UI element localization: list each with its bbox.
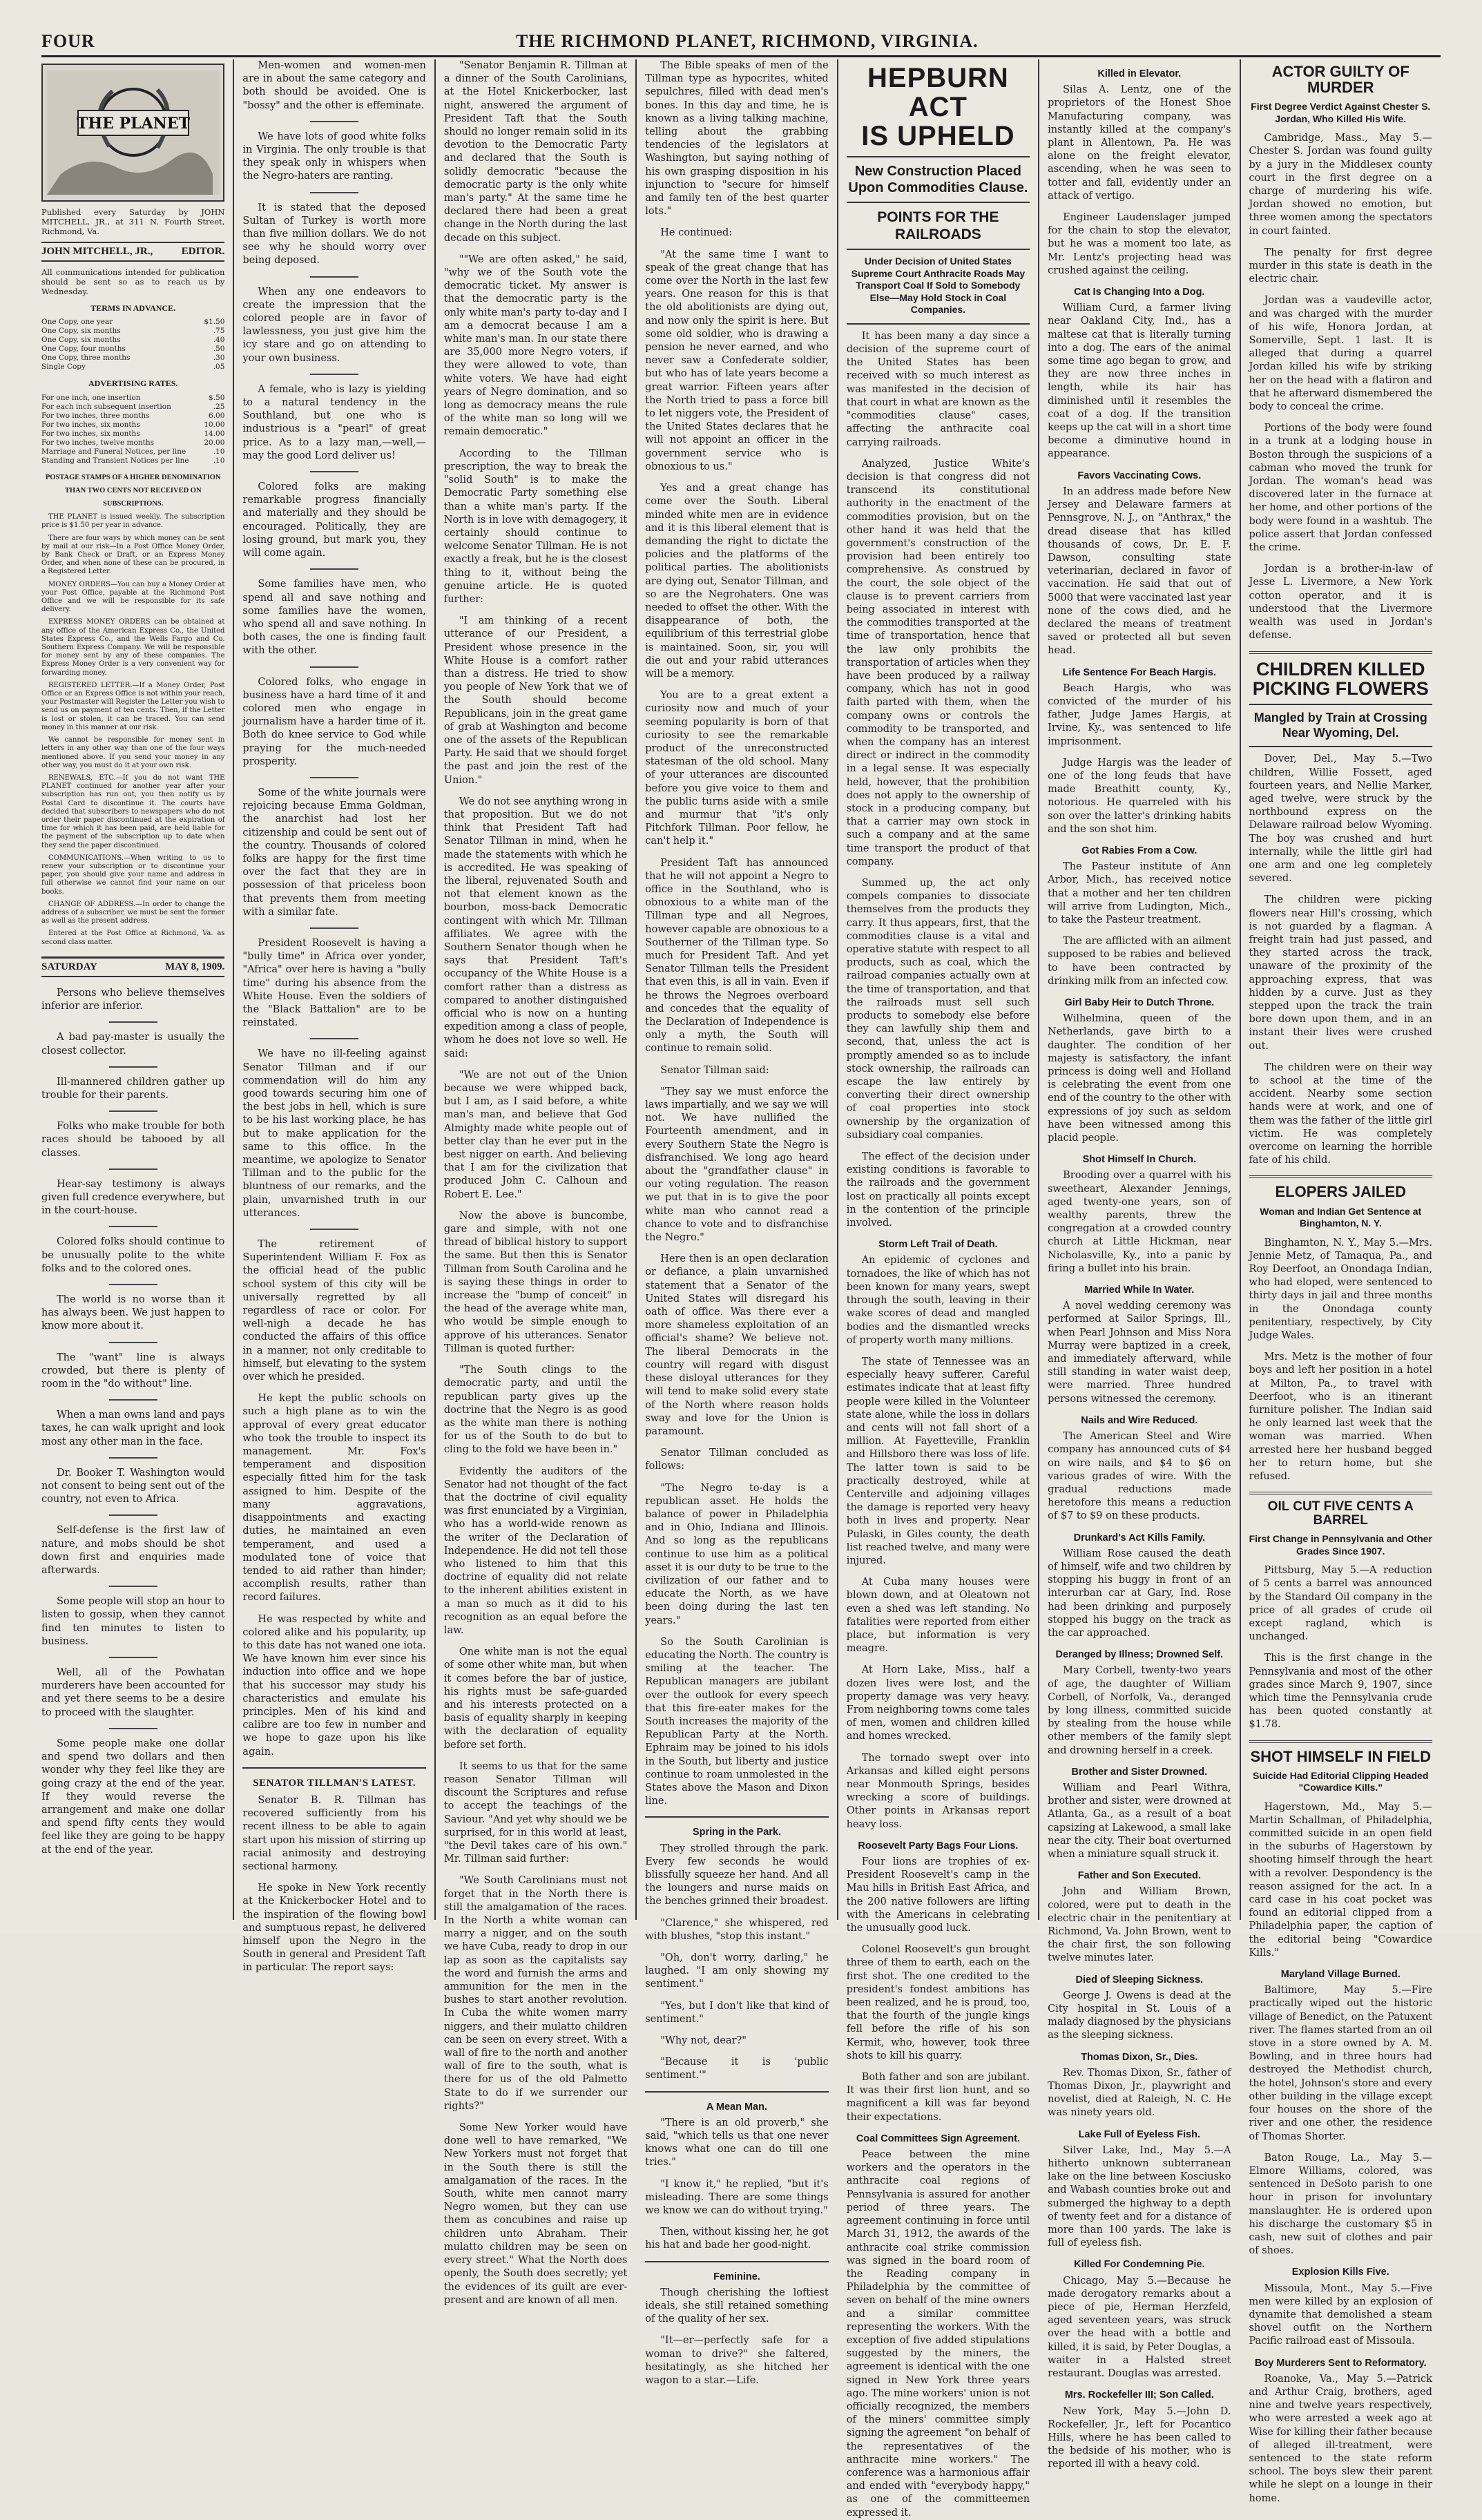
article-paragraph: You are to a great extent a curiosity now and much of your seeming popularity is born of that curiosity to see the remarkable product of the unreconstructed statesman of the old school. Many of your utterances are discounted before you give voice to them and the public turns aside with a smile and murmur that "it's only Pitchfork Tillman. Poor fellow, he can't help it."	[645, 690, 829, 847]
column-4	[635, 59, 836, 2387]
table-row: One Copy, four months .50	[41, 345, 225, 354]
section-heading: Brother and Sister Drowned.	[1071, 1766, 1208, 1778]
section-heading: Boy Murderers Sent to Reformatory.	[1254, 2357, 1427, 2369]
editorial-paragraph: Hear-say testimony is always given full credence everywhere, but in the court-house.	[41, 1178, 225, 1217]
shot-deck: Suicide Had Editorial Clipping Headed "Cowardice Kills."	[1253, 1769, 1429, 1793]
anecdote-paragraph: They strolled through the park. Every few seconds he would blissfully squeeze her hand. And all the loungers and nurse maids on the benches grinned their broadest.	[645, 1843, 829, 1907]
section-text: New York, May 5.—John D. Rockefeller, Jr., left for Pocantico Hills, where he has been called to the bedside of his mother, who is reported ill with a heavy cold.	[1048, 2405, 1231, 2470]
anecdote-paragraph: Though cherishing the loftiest ideals, she still retained something of the quality of her sex.	[645, 2287, 829, 2325]
section-heading: Died of Sleeping Sickness.	[1075, 1974, 1204, 1985]
section-text: Peace between the mine workers and the operators in the anthracite coal regions of Pennsylvania is assured for another period of three years. The agreement continuing in force until March 31, 1912, the awards of the anthracite coal strike commission was signed in the board room of the Reading company in Philadelphia by the committee of seven on behalf of the mine owners and a similar committee representing the workers. With the exception of five added stipulations suggested by the miners, the agreement is identical with the one signed in New York three years ago. The mine workers' union is not officially recognized, the members of the miners' committee simply signing the agreement "on behalf of the representatives of the anthracite mine workers." The conference was a harmonious affair and ended with "everybody happy," as one of the committeemen expressed it.	[846, 2149, 1030, 2519]
section-text: At Horn Lake, Miss., half a dozen lives were lost, and the property damage was very heavy. From neighboring towns come tales of men, women and children killed and homes wrecked.	[846, 1664, 1030, 1742]
children-deck: Mangled by Train at Crossing Near Wyoming, Del.	[1253, 711, 1427, 740]
column-6	[1038, 59, 1239, 2470]
column-3	[434, 59, 635, 2306]
column-7	[1240, 59, 1441, 2504]
section-text: A novel wedding ceremony was performed at Sailor Springs, Ill., when Pearl Johnson and Miss Nora Murray were baptized in a creek, and immediately afterward, while still standing in water waist deep, were married. Three hundred persons witnessed the ceremony.	[1048, 1300, 1231, 1405]
section-heading: Mrs. Rockefeller III; Son Called.	[1064, 2389, 1214, 2401]
entered-notice: Entered at the Post Office at Richmond, Va. as second class matter.	[41, 930, 225, 946]
feminine-heading: Feminine.	[713, 2271, 760, 2282]
column-2	[233, 59, 434, 1974]
article-paragraph: Senator Tillman concluded as follows:	[645, 1447, 829, 1472]
article-paragraph: Senator Tillman said:	[660, 1064, 769, 1076]
article-paragraph: Jordan is a brother-in-law of Jesse L. Livermore, a New York cotton operator, and it is understood that the Livermore wealth was used in Jordan's defense.	[1249, 564, 1432, 642]
children-headline	[1249, 660, 1432, 699]
decision-deck: Under Decision of United States Supreme Court Anthracite Roads May Transport Coal If Sold to Somebody Else—May Hold Stock in Coal Companies.	[851, 256, 1026, 316]
editor-line	[41, 242, 224, 262]
article-paragraph: So the South Carolinian is educating the North. The country is smiling at the teacher. The Republican managers are jubilant over the outlook for every speech that this fire-eater makes for the South increases the majority of the Republican Party at the North. Ephraim may be joined to his idols in the South, but liberty and justice continue to roam unmolested in the States above the Mason and Dixon line.	[645, 1636, 829, 1807]
article-paragraph: Summed up, the act only compels companies to dissociate themselves from the products they carry. It thus appears, first, that the commodities clause is a vital and operative statute with respect to all products, such as coal, which the railroad companies actually own at the time of transportation, and that the railroads must sell such products to somebody else before they can lawfully ship them and second, that, unless the act is promptly amended so as to include stock ownership, the railroads can escape the law entirely by converting their direct ownership of coal properties into stock ownership by the organization of subsidiary coal companies.	[846, 878, 1030, 1141]
table-row: For two inches, three months 6.00	[41, 411, 225, 420]
section-text: Chicago, May 5.—Because he made derogatory remarks about a piece of pie, Herman Herzfeld, aged seventeen years, was struck over the head with a bottle and killed, it is said, by Peter Douglas, a waiter in a Halsted street restaurant. Douglas was arrested.	[1048, 2275, 1231, 2380]
article-paragraph: "I am thinking of a recent utterance of our President, a President whose presence in the White House is a comfort rather than a distress. He tried to show you people of New York that we of the South should become Republicans, join in the great game of grab at Washington and become one of the assets of the Republican Party. He said that we should forget the past and join the rest of the Union."	[443, 615, 628, 786]
article-paragraph: Here then is an open declaration or defiance, a plain unvarnished statement that a Senator of the United States will disregard his oath of office. Was there ever a more shameless exploitation of an official's shame? We believe not. The liberal Democrats in the country will regard with disgust these disloyal utterances for they will tend to make solid every state of the North where reason holds sway and love for the Union is paramount.	[645, 1253, 829, 1437]
article-paragraph: He continued:	[660, 227, 733, 239]
editor-label: EDITOR.	[181, 246, 225, 257]
anecdote-paragraph: "Why not, dear?"	[660, 2035, 747, 2047]
headline-line: PICKING FLOWERS	[1252, 677, 1429, 699]
headline-line: HEPBURN ACT	[867, 63, 1009, 122]
editorial-paragraph: Self-defense is the first law of nature, and mobs should be shot down first and enquiries made afterwards.	[41, 1525, 225, 1577]
article-paragraph: ""We are often asked," he said, "why we of the South vote the democratic ticket. My answer is that the democratic party is the only white man's party to-day and I am a democrat because I am a white man's man. In our state there are 35,000 more Negro voters, if they were allowed to vote, than white voters. We have had eight years of Negro domination, and so long as democracy means the rule of the white man so long will we remain democratic."	[443, 253, 628, 438]
headline-line: CHILDREN KILLED	[1255, 658, 1425, 680]
section-text: The Pasteur institute of Ann Arbor, Mich., has received notice that a mother and her ten children will arrive from Ludington, Mich., to take the Pasteur treatment.	[1048, 861, 1231, 925]
section-heading: Maryland Village Burned.	[1280, 1969, 1401, 1981]
ad-rates-heading: ADVERTISING RATES.	[88, 378, 178, 389]
section-text: The American Steel and Wire company has announced cuts of $4 on wire nails, and $4 to $6 on various grades of wire. With the gradual reductions made heretofore this means a reduction of $7 to $9 on these products.	[1048, 1431, 1231, 1522]
section-text: Judge Hargis was the leader of one of the long feuds that have made Breathitt county, Ky., notorious. He quarreled with his son over the latter's drinking habits and the son shot him.	[1048, 757, 1231, 835]
section-text: William and Pearl Withra, brother and sister, were drowned at Atlanta, Ga., as a result of a boat capsizing at Lakewood, a small lake near the city. Their boat overturned when a miniature squall struck it.	[1048, 1782, 1231, 1860]
notice: REGISTERED LETTER.—If a Money Order, Post Office or an Express Office is not within your reach, your Postmaster will Register the Letter you wish to send us on payment of ten cents. Then, if the Letter is lost or stolen, it can be traced. You can send money in this manner at our risk.	[41, 681, 225, 731]
table-row: Single Copy .05	[41, 363, 225, 372]
section-text: William Rose caused the death of himself, wife and two children by stopping his buggy in front of an interurban car at Gary, Ind. Rose had been drinking and purposely stopped his buggy on the track as the car approached.	[1048, 1548, 1231, 1639]
anecdote-paragraph: "It—er—perfectly safe for a woman to drive?" she faltered, hesitatingly, as she hitched her wagon to a star.—Life.	[645, 2335, 829, 2387]
section-text: In an address made before New Jersey and Delaware farmers at Pennsgrove, N. J., on "Anthrax," the dread disease that has killed thousands of cows, Dr. E. F. Dawson, consulting state veterinarian, declared in favor of vaccination. He said that out of 5000 that were vaccinated last year none of the cows died, and he declared the means of treatment saved or protected all but seven head.	[1048, 485, 1231, 657]
section-text: Rev. Thomas Dixon, Sr., father of Thomas Dixon, Jr., playwright and novelist, died at Raleigh, N. C. He was ninety years old.	[1048, 2067, 1231, 2119]
columns	[41, 59, 1441, 2519]
section-text: The are afflicted with an ailment supposed to be rabies and believed to have been contracted by drinking milk from an infected cow.	[1048, 936, 1231, 987]
section-text: An epidemic of cyclones and tornadoes, the like of which has not been known for many years, swept through the south, leaving in their wake scores of dead and mangled bodies and the dismantled wrecks of property worth many millions.	[846, 1255, 1030, 1346]
editorial-paragraph: A female, who is lazy is yielding to a natural tendency in the Southland, but one who is industrious is a "pearl" of great price. As to a lazy man,—well,—may the good Lord deliver us!	[242, 383, 426, 461]
article-paragraph: The children were on their way to school at the time of the accident. Nearby some section hands were at work, and one of them was the father of the little girl victim. He was completely overcome on learning the horrible fate of his child.	[1249, 1061, 1432, 1166]
section-heading: Father and Son Executed.	[1077, 1870, 1201, 1882]
park-heading: Spring in the Park.	[692, 1827, 782, 1838]
article-paragraph: Yes and a great change has come over the South. Liberal minded white men are in evidence and it is this liberal element that is demanding the right to dictate the policies and the platforms of the political parties. The abolitionists are dying out, Senator Tillman, and so are the Negrohaters. One was needed to offset the other. With the disappearance of both, the equilibrium of this terrestrial globe is maintained. Soon, sir, you will die out and your rabid utterances will be a memory.	[645, 483, 829, 680]
anecdote-paragraph: "I know it," he replied, "but it's misleading. There are some things we know we can do without trying."	[645, 2178, 829, 2217]
editorial-paragraphs	[41, 987, 224, 1857]
article-paragraph: The children were picking flowers near Hill's crossing, which is not guarded by a flagman. A freight train had just passed, and they started across the track, unaware of the proximity of the approaching express, that was hidden by a curve. Just as they stepped upon the track the train bore down upon them, and in an instant their lives were crushed out.	[1249, 894, 1432, 1052]
anecdote-paragraph: "Because it is 'public sentiment.'"	[645, 2057, 829, 2081]
article-paragraph: "They say we must enforce the laws impartially, and we say we will not. We have nullified the Fourteenth amendment, and in every Southern State the Negro is disfranchised. We long ago heard about the "grandfather clause" in our voting regulation. The reason we put that in is to give the poor white man who cannot read a chance to vote and to disfranchise the Negro."	[645, 1086, 829, 1244]
correspondence-note: All communications intended for publication should be sent so as to reach us by Wednesday.	[41, 267, 225, 297]
anecdote-paragraph: "There is an old proverb," she said, "which tells us that one never knows what one can do till one tries."	[645, 2117, 829, 2168]
table-row: One Copy, three months .30	[41, 354, 225, 363]
editorial-paragraph: Colored folks, who engage in business have a hard time of it and colored men who engage in journalism have a harder time of it. Both do knee service to God while praying for the much-needed prosperity.	[242, 676, 426, 767]
editorial-paragraph: Ill-mannered children gather up trouble for their parents.	[41, 1076, 225, 1101]
article-paragraph: "Senator Benjamin R. Tillman at a dinner of the South Carolinians, at the Hotel Knickerbocker, last night, answered the argument of President Taft that the South should no longer remain solid in its devotion to the Democratic Party and declared that the South is solidly democratic "because the democratic party is the only white man's party." At the same time he declared there had been a great change in the North during the last decade on this subject.	[443, 60, 628, 244]
column-5	[837, 59, 1038, 2519]
publisher-info: Published every Saturday by JOHN MITCHELL, JR., at 311 N. Fourth Street, Richmond, Va.	[41, 207, 225, 236]
article-paragraph: Cambridge, Mass., May 5.—Chester S. Jordan was found guilty by a jury in the Middlesex county court in the first degree on a charge of murdering his wife. Jordan showed no emotion, but three women among the spectators in court fainted.	[1249, 133, 1432, 237]
elopers-headline: ELOPERS JAILED	[1275, 1183, 1406, 1201]
subscription-notices	[41, 513, 224, 947]
section-text: Mary Corbell, twenty-two years of age, the daughter of William Corbell, of Norfolk, Va., deranged by long illness, committed suicide by stealing from the house while other members of the family slept and drowning herself in a creek.	[1048, 1665, 1231, 1756]
section-text: Wilhelmina, queen of the Netherlands, gave birth to a daughter. The condition of her majesty is satisfactory, the infant princess is doing well and Holland is celebrating the event from one end of the country to the other with expressions of joy such as seldom have been witnessed among this placid people.	[1048, 1013, 1231, 1144]
editorial-paragraph: Folks who make trouble for both races should be tabooed by all classes.	[41, 1121, 225, 1159]
article-paragraph: Jordan was a vaudeville actor, and was charged with the murder of his wife, Honora Jordan, at Somerville, Sept. 1 last. It is alleged that during a quarrel Jordan killed his wife by striking her on the head with a flatiron and that he afterward dismembered the body to conceal the crime.	[1249, 295, 1432, 413]
railroads-deck: POINTS FOR THE RAILROADS	[877, 209, 999, 243]
article-paragraph: According to the Tillman prescription, the way to break the "solid South" is to make the Democratic Party something else than a white man's party. If the North is in love with demagogery, it certainly should continue to welcome Senator Tillman. He is not exactly a freak, but he is the closest thing to it, without being the genuine article. He is quoted further:	[443, 448, 628, 605]
section-text: Both father and son are jubilant. It was their first lion hunt, and so magnificent a kill was far beyond their expectations.	[846, 2072, 1030, 2123]
editorial-paragraph: Some people will stop an hour to listen to gossip, when they cannot find ten minutes to listen to business.	[41, 1596, 225, 1647]
article-paragraph: It has been many a day since a decision of the supreme court of the United States has been received with so much interest as was manifested in the decision of that court in what are known as the "commodities clause" cases, affecting the anthracite coal carrying railroads.	[846, 330, 1030, 448]
article-paragraph: Now the above is buncombe, gare and simple, with not one thread of biblical history to support the same. But then this is Senator Tillman from South Carolina and he is saying these things in order to increase the "bump of conceit" in the head of the average white man, who would be simple enough to approve of his utterances. Senator Tillman is quoted further:	[443, 1210, 628, 1354]
shot-headline: SHOT HIMSELF IN FIELD	[1250, 1747, 1432, 1765]
editorial-paragraph: We have no ill-feeling against Senator Tillman and if our commendation will do him any good towards securing him one of the best jobs in hell, which is sure to be his last working place, he has but to make application for the same to this office. In the meantime, we apologize to Senator Tillman and to the public for the bluntness of our remarks, and the plain, unvarnished truth in our utterances.	[242, 1048, 426, 1219]
headline-line: IS UPHELD	[861, 121, 1015, 151]
editorial-paragraph: Men-women and women-men are in about the same category and both should be avoided. One is "bossy" and the other is effeminate.	[242, 60, 426, 111]
article-paragraph: President Taft has announced that he will not appoint a Negro to office in the Southland, who is obnoxious to a white man of the Tillman type and all Negroes, however capable are obnoxious to a Southerner of the Tillman type. So much for President Taft. And yet Senator Tillman tells the President that even this, is all in vain. Even if he throws the Negroes overboard and concedes that the equality of the Declaration of Independence is only a myth, the South will continue to remain solid.	[645, 857, 829, 1055]
masthead-title: THE RICHMOND PLANET, RICHMOND, VIRGINIA.	[516, 31, 979, 51]
article-paragraph: Analyzed, Justice White's decision is that congress did not transcend its constitutional authority in the enactment of the commodities provision, but on the other hand it was held that the government's construction of the provision had been entirely too comprehensive. As construed by the court, the sole object of the clause is to prevent carriers from being associated in interest with the commodities transported at the time of transportation, hence that the law only prohibits the transportation of articles when they have been produced by a railway company, which has not in good faith parted with them, when the company owns or controls the commodity to be transported, and when the company has an interest direct or indirect in the commodity in a legal sense. It was especially held, however, that the prohibition does not apply to the ownership of stock in a producing company, but that a carrier may own stock in such a company and at the same time transport the product of that company.	[846, 458, 1030, 867]
article-paragraph: Portions of the body were found in a trunk at a lodging house in Boston through the suspicions of a cabman who moved the trunk for Jordan. The woman's head was discovered later in the furnace at her home, and other portions of the body were found in a washtub. The police assert that Jordan confessed the crime.	[1249, 423, 1432, 554]
column-1	[41, 59, 233, 1920]
notice: THE PLANET is issued weekly. The subscription price is $1.50 per year in advance.	[41, 513, 225, 530]
section-heading: Drunkard's Act Kills Family.	[1073, 1532, 1206, 1543]
editorial-paragraph: Some of the white journals were rejoicing because Emma Goldman, the anarchist had lost her citizenship and could be sent out of the country. Thousands of colored folks are happy for the first time over the fact that they are in possession of that priceless boon that prevents them from meeting with a similar fate.	[242, 787, 426, 918]
tillman-heading: SENATOR TILLMAN'S LATEST.	[253, 1777, 416, 1789]
section-heading: Got Rabies From a Cow.	[1081, 845, 1197, 856]
editorial-paragraph: Colored folks are making remarkable progress financially and materially and they should be encouraged. Politically, they are losing ground, but mark you, they will come again.	[242, 481, 426, 559]
article-paragraph: "The Negro to-day is a republican asset. He holds the balance of power in Philadelphia and in Ohio, Indiana and Illinois. And so long as the republicans continue to use him as a political asset it is our duty to be true to the civilization of our father and to educate the North, as we have been doing during the last ten years."	[645, 1482, 829, 1626]
article-paragraph: Hagerstown, Md., May 5.—Martin Schallman, of Philadelphia, committed suicide in an open field in the suburbs of Hagerstown by shooting himself through the heart with a revolver. Despondency is the reason assigned for the act. In a card case in his coat pocket was found an editorial clipped from a Philadelphia paper, the caption of the editorial being "Cowardice Kills."	[1249, 1801, 1432, 1959]
section-text: Baltimore, May 5.—Fire practically wiped out the historic village of Benedict, on the Patuxent river. The flames started from an oil stove in a store owned by A. M. Bowling, and in three hours had destroyed the Methodist church, the hotel, Johnson's store and every other building in the village except four houses on the shore of the river and one other, the residence of Thomas Shorter.	[1249, 1985, 1432, 2142]
notice: CHANGE OF ADDRESS.—In order to change the address of a subscriber, we must be sent the former as well as the present address.	[41, 900, 225, 925]
article-paragraph: "The South clings to the democratic party, and until the republican party gives up the doctrine that the Negro is as good as the white man there is nothing for us of the South to do but to cling to the fold we have been in."	[443, 1365, 628, 1456]
page-number: FOUR	[41, 31, 95, 51]
article-paragraph: Evidently the auditors of the Senator had not thought of the fact that the doctrine of civil equality was first enunciated by a Virginian, who has a world-wide renown as the writer of the Declaration of Independence. He did not tell those who listened to him that this doctrine of equality did not relate to the inherent abilities existent in a man so much as it did to his recognition as an equal before the law.	[443, 1465, 628, 1636]
table-row: One Copy, one year $1.50	[41, 318, 225, 327]
section-heading: Life Sentence For Beach Hargis.	[1062, 666, 1217, 678]
article-paragraph: This is the first change in the Pennsylvania and most of the other grades since March 9, 1907, since which time the Pennsylvania crude has been quoted constantly at $1.78.	[1249, 1653, 1432, 1731]
actor-deck: First Degree Verdict Against Chester S. Jordan, Who Killed His Wife.	[1251, 101, 1431, 124]
anecdote-paragraph: "Yes, but I don't like that kind of sentiment."	[645, 2000, 829, 2025]
logo-text: THE PLANET	[76, 115, 190, 133]
section-text: John and William Brown, colored, were put to death in the electric chair in the penitentiary at Richmond, Va. John Brown, went to the chair first, the son following twelve minutes later.	[1048, 1886, 1231, 1964]
terms-heading: TERMS IN ADVANCE.	[90, 303, 176, 314]
ad-rates-table	[41, 394, 224, 465]
article-paragraph: The effect of the decision under existing conditions is favorable to the railroads and the government lost on practically all points except in the contention of the principle involved.	[846, 1151, 1030, 1229]
table-row: One Copy, six months .40	[41, 336, 225, 345]
editor-name: JOHN MITCHELL, JR.,	[41, 246, 153, 257]
table-row: Marriage and Funeral Notices, per line .10	[41, 447, 225, 456]
section-text: Baton Rouge, La., May 5.—Elmore Williams, colored, was sentenced in DeSoto parish to one hour in prison for involuntary manslaughter. He is ordered upon his discharge the customary $5 in cash, new suit of clothes and pair of shoes.	[1249, 2152, 1432, 2257]
notice: There are four ways by which money can be sent by mail at our risk—In a Post Office Money Order, by Bank Check or Draft, or an Express Money Order, and when none of these can be procured, in a Registered Letter.	[41, 534, 225, 576]
notice: MONEY ORDERS—You can buy a Money Order at your Post Office, payable at the Richmond Post Office and we will be responsible for its safe delivery.	[41, 580, 225, 614]
running-head	[41, 28, 1441, 57]
hepburn-deck: New Construction Placed Upon Commodities Clause.	[848, 164, 1028, 195]
section-text: Silas A. Lentz, one of the proprietors of the Honest Shoe Manufacturing company, was instantly killed at the company's plant in Allentown, Pa. He was alone on the freight elevator, ascending, when he was seen to totter and fall, evidently under an attack of vertigo.	[1048, 84, 1231, 202]
article-paragraph: Senator B. R. Tillman has recovered sufficiently from his recent illness to be able to again start upon his mission of stirring up racial animosity and destroying sectional harmony.	[242, 1794, 426, 1872]
anecdote-paragraph: Then, without kissing her, he got his hat and bade her good-night.	[645, 2226, 829, 2251]
section-text: Brooding over a quarrel with his sweetheart, Alexander Jennings, aged twenty-one years, son of wealthy parents, threw the congregation at a crowded country church at Little Hickman, near Nicholasville, Ky., into a panic by firing a bullet into his brain.	[1048, 1170, 1231, 1274]
section-text: Silver Lake, Ind., May 5.—A hitherto unknown subterranean lake on the line between Kosciusko and Wabash counties broke out and submerged the highway to a depth of twenty feet and for a distance of more than 100 yards. The lake is full of eyeless fish.	[1048, 2144, 1231, 2249]
editorial-paragraph: Persons who believe themselves inferior are inferior.	[41, 987, 225, 1012]
section-heading: Shot Himself In Church.	[1082, 1154, 1196, 1166]
section-heading: Deranged by Illness; Drowned Self.	[1055, 1649, 1224, 1661]
article-paragraph: Binghamton, N. Y., May 5.—Mrs. Jennie Metz, of Tamaqua, Pa., and Roy Deerfoot, an Onondaga Indian, who had eloped, were sentenced to thirty days in jail and three months in the Onondaga county penitentiary, respectively, by City Judge Wales.	[1249, 1237, 1432, 1341]
section-heading: Girl Baby Heir to Dutch Throne.	[1064, 997, 1215, 1008]
article-paragraph: It seems to us that for the same reason Senator Tillman will discount the Scriptures and refuse to accept the teachings of the Saviour. "And yet why should we be surprised, for in this world at least, "the Devil takes care of his own." Mr. Tillman said further:	[443, 1760, 628, 1865]
notice: We cannot be responsible for money sent in letters in any other way than one of the four ways mentioned above. If you send your money in any other way, you must do it at your own risk.	[41, 736, 225, 769]
notice: RENEWALS, ETC.—If you do not want THE PLANET continued for another year after your subscription has run out, you then notify us by Postal Card to discontinue it. The courts have decided that subscribers to newspapers who do not order their paper discontinued at the expiration of time for which it has been paid, are held liable for the payment of the subscription up to date when they send the paper discontinued.	[41, 773, 225, 849]
section-text: Missoula, Mont., May 5.—Five men were killed by an explosion of dynamite that demolished a steam shovel outfit on the Northern Pacific railroad east of Missoula.	[1249, 2282, 1432, 2347]
article-paragraph: "We are not out of the Union because we were whipped back, but I am, as I said before, a white man's man, and believe that God Almighty made white people out of better clay than he ever put in the best nigger on earth. And believing that I am for the civilization that produced John C. Calhoun and Robert E. Lee."	[443, 1069, 628, 1200]
table-row: Standing and Transient Notices per line .10	[41, 456, 225, 465]
article-paragraph: The penalty for first degree murder in this state is death in the electric chair.	[1249, 247, 1432, 285]
actor-headline: ACTOR GUILTY OF MURDER	[1271, 63, 1409, 97]
section-heading: Killed For Condemning Pie.	[1074, 2259, 1205, 2271]
article-paragraph: Pittsburg, May 5.—A reduction of 5 cents a barrel was announced by the Standard Oil company in the price of all grades of crude oil except ragland, which is unchanged.	[1249, 1565, 1432, 1643]
editorial-paragraph: He was respected by white and colored alike and his popularity, up to this date has not waned one iota. We have known him ever since his induction into office and we hope that his successor may study his characteristics and emulate his principles. Men of his kind and calibre are too few in number and we hope to gaze upon his like again.	[242, 1613, 426, 1758]
section-text: At Cuba many houses were blown down, and at Oleatown not even a shed was left standing. No fatalities were reported from either place, but information is very meagre.	[846, 1577, 1030, 1655]
section-text: The state of Tennessee was an especially heavy sufferer. Careful estimates indicate that at least fifty people were killed in the Volunteer state alone, while the loss in dollars and cents will not fall short of a million. At Fayetteville, Franklin and Hillsboro there was loss of life. The latter town is said to be practically destroyed, while at Centerville and adjoining villages the damage is reported very heavy both in lives and property. Near Pulaski, in Giles county, the death list reached twelve, and many were injured.	[846, 1356, 1030, 1566]
article-paragraph: Dover, Del., May 5.—Two children, Willie Fossett, aged fourteen years, and Nellie Marker, aged twelve, were struck by the northbound express on the Delaware railroad below Wyoming. The boy was crushed and hurt internally, while the little girl had one arm and one leg completely severed.	[1249, 753, 1432, 885]
section-heading: Explosion Kills Five.	[1291, 2267, 1389, 2278]
section-text: Roanoke, Va., May 5.—Patrick and Arthur Craig, brothers, aged nine and twelve years respectively, who were arrested a week ago at Wise for killing their father because of alleged ill-treatment, were sentenced to the state reform school. The boys slew their parent while he slept on a lounge in their home.	[1249, 2373, 1432, 2504]
section-heading: Thomas Dixon, Sr., Dies.	[1081, 2051, 1198, 2063]
editorial-paragraph: It is stated that the deposed Sultan of Turkey is worth more than five million dollars. We do not see why he should worry over being deposed.	[242, 202, 426, 267]
article-paragraph: He spoke in New York recently at the Knickerbocker Hotel and to the inspiration of the flowing bowl and sumptuous repast, he delivered himself upon the Negro in the South in general and President Taft in particular. The report says:	[242, 1883, 426, 1974]
editorial-paragraph: We have lots of good white folks in Virginia. The only trouble is that they speak only in whispers when the Negro-haters are ranting.	[242, 131, 426, 182]
article-paragraph: The Bible speaks of men of the Tillman type as hypocrites, whited sepulchres, filled with dead men's bones. In this day and time, he is known as a living talking machine, telling about the grabbing tendencies of the legislators at Washington, but saying nothing of his own grasping disposition in his injunction to "secure for himself and family ten of the best quarter lots."	[645, 60, 829, 218]
editorial-paragraph: A bad pay-master is usually the closest collector.	[41, 1032, 225, 1057]
terms-table	[41, 318, 224, 372]
section-heading: Storm Left Trail of Death.	[878, 1239, 998, 1251]
editorial-paragraph: Dr. Booker T. Washington would not consent to being sent out of the country, not even to Africa.	[41, 1467, 225, 1506]
section-heading: Roosevelt Party Bags Four Lions.	[858, 1840, 1019, 1851]
planet-logo-art	[47, 70, 220, 195]
elopers-deck: Woman and Indian Get Sentence at Binghamton, N. Y.	[1260, 1205, 1422, 1229]
editorial-paragraph: When any one endeavors to create the impression that the colored people are in favor of lawlessness, you just give him the icy stare and go on attending to your own business.	[242, 286, 426, 364]
dateline	[41, 956, 224, 977]
section-text: Engineer Laudenslager jumped for the chain to stop the elevator, but he was a moment too late, as Mr. Lentz's projecting head was crushed against the ceiling.	[1048, 212, 1231, 276]
article-paragraph: "At the same time I want to speak of the great change that has come over the North in the last few years. One reason for this is that the old abolitionists are dying out, and now only the spirit is here. But some old soldier, who is drawing a pension he never earned, and who never saw a Confederate soldier, but who has of late years become a great warrior. Fifteen years after the North tried to pass a force bill to let niggers vote, the President of the United States declares that he will not appoint an officer in the government service who is obnoxious to us."	[645, 249, 829, 472]
editorial-paragraph: The world is no worse than it has always been. We just happen to know more about it.	[41, 1294, 225, 1332]
anecdote-paragraph: "Clarence," she whispered, red with blushes, "stop this instant."	[645, 1917, 829, 1942]
section-text: Four lions are trophies of ex-President Roosevelt's camp in the Mau hills in British East Africa, and the 200 native followers are lifting with the Americans in celebrating the unusually good luck.	[846, 1856, 1030, 1934]
editorial-paragraph: When a man owns land and pays taxes, he can walk upright and look most any other man in the face.	[41, 1410, 225, 1447]
editorial-paragraph: The "want" line is always crowded, but there is plenty of room in the "do without" line.	[41, 1352, 225, 1390]
table-row: For each inch subsequent insertion .25	[41, 402, 225, 411]
table-row: For two inches, twelve months 20.00	[41, 438, 225, 447]
table-row: For two inches, six months 14.00	[41, 429, 225, 438]
section-text: William Curd, a farmer living near Oakland City, Ind., has a maltese cat that is literally turning into a dog. The ears of the animal some time ago began to grow, and they are now three inches in length, while its hair has diminished until it resembles the coat of a dog. If the transition keeps up the cat will in a short time become a diminutive hound in appearance.	[1048, 302, 1231, 460]
article-paragraph: "We South Carolinians must not forget that in the North there is still the amalgamation of the races. In the North a white woman can marry a nigger, and on the south we have Cuba, ready to drop in our lap as soon as the capitalists say the word and furnish the arms and ammunition for the men in the bushes to start another revolution. In Cuba the white women marry niggers, and their mulatto children can be seen on every street. With a wall of fire to the north and another wall of fire to the south, what is there for us of the old Palmetto State to do if we surrender our rights?"	[443, 1875, 628, 2112]
editorial-paragraph: Some people make one dollar and spend two dollars and then wonder why they feel like they are going crazy at the end of the year. If they would reverse the arrangement and make one dollar and spend fifty cents they would feel like they are going to be happy at the end of the year.	[41, 1738, 225, 1856]
hepburn-headline	[847, 64, 1030, 151]
section-heading: Lake Full of Eyeless Fish.	[1078, 2128, 1201, 2140]
article-paragraph: Some New Yorker would have done well to have remarked, "We New Yorkers must not forget that in the South there is still the amalgamation of the races. In the South, white men cannot marry Negro women, but they can use them as concubines and raise up children unto Abraham. Their mulatto children may be seen on every street." What the North does openly, the South does secretly; yet the evidences of its guilt are ever-present and are known of all men.	[443, 2122, 628, 2306]
mean-man-heading: A Mean Man.	[706, 2101, 768, 2113]
section-text: Beach Hargis, who was convicted of the murder of his father, Judge James Hargis, at Irvine, Ky., was sentenced to life imprisonment.	[1048, 682, 1231, 747]
section-text: The tornado swept over into Arkansas and killed eight persons near Monmouth Springs, besides wrecking a score of buildings. Other points in Arkansas report heavy loss.	[846, 1752, 1030, 1830]
editorial-paragraph: Colored folks should continue to be unusually polite to the white folks and to the colored ones.	[41, 1236, 225, 1274]
article-paragraph: We do not see anything wrong in that proposition. But we do not think that President Taft had Senator Tillman in mind, when he made the statements with which he is accredited. He was speaking of the liberal, rejuvenated South and not that element known as the bourbon, moss-back Democratic contingent with which Mr. Tillman affiliates. We agree with the Southern Senator though when he says that President Taft's occupancy of the White House is a comfort rather than a distress as compared to another distinguished official who is now on a hunting expedition among a class of people, whom he does not love so well. He said:	[443, 796, 628, 1059]
article-paragraph: One white man is not the equal of some other white man, but when it comes before the bar of justice, his rights must be safe-guarded and his interests protected on a basis of equality sharply in keeping with the declaration of equality before set forth.	[443, 1646, 628, 1751]
section-heading: Married While In Water.	[1084, 1285, 1195, 1296]
section-text: George J. Owens is dead at the City hospital in St. Louis of a malady diagnosed by the physicians as the sleeping sickness.	[1048, 1990, 1231, 2041]
section-heading: Killed in Elevator.	[1097, 68, 1182, 79]
oil-headline: OIL CUT FIVE CENTS A BARREL	[1267, 1499, 1414, 1528]
editorial-paragraph: Some families have men, who spend all and save nothing and some families have the women, who spend all and save nothing. In both cases, the one is finding fault with the other.	[242, 579, 426, 657]
dateline-date: MAY 8, 1909.	[165, 961, 225, 972]
notice: EXPRESS MONEY ORDERS can be obtained at any office of the American Express Co., the United States Express Co., and the Wells Fargo and Co. Southern Express Company. We will be responsible for money sent by any of these companies. The Express Money Order is a very convenient way for forwarding money.	[41, 618, 225, 677]
article-paragraph: Mrs. Metz is the mother of four boys and left her position in a hotel at Milton, Pa., to travel with Deerfoot, who is an itinerant furniture polisher. The Indian said he only learned last week that the woman was married. When arrested here her husband begged her to return home, but she refused.	[1249, 1352, 1432, 1483]
table-row: For one inch, one insertion $.50	[41, 393, 225, 402]
oil-deck: First Change in Pennsylvania and Other Grades Since 1907.	[1249, 1533, 1432, 1557]
postage-notice: POSTAGE STAMPS OF A HIGHER DENOMINATION THAN TWO CENTS NOT RECEIVED ON SUBSCRIPTIONS.	[45, 473, 221, 508]
editorial-paragraph: Well, all of the Powhatan murderers have been accounted for and yet there seems to be a desire to proceed with the slaughter.	[41, 1667, 225, 1718]
table-row: One Copy, six months .75	[41, 327, 225, 336]
section-heading: Nails and Wire Reduced.	[1081, 1414, 1198, 1426]
editorial-paragraph: He kept the public schools on such a high plane as to win the approval of every great educator who took the trouble to inspect its management. Mr. Fox's temperament and disposition especially fitted him for the task assigned to him. Despite of the many aggravations, disappointments and exacting duties, he maintained an even temperament, and used a modulated tone of voice that tended to aid rather than hinder; accomplish results, rather than record failures.	[242, 1393, 426, 1604]
editorial-paragraph: The retirement of Superintendent William F. Fox as the official head of the public school system of this city will be universally regretted by all regardless of race or color. For well-nigh a decade he has conducted the affairs of this office in a manner, not only creditable to himself, but elevating to the system over which he presided.	[242, 1239, 426, 1383]
section-heading: Favors Vaccinating Cows.	[1077, 470, 1202, 481]
section-heading: Cat Is Changing Into a Dog.	[1074, 287, 1205, 298]
dateline-day: SATURDAY	[41, 961, 97, 972]
planet-logo	[41, 64, 224, 202]
section-text: Colonel Roosevelt's gun brought three of them to earth, each on the first shot. The one credited to the president's fondest ambitions has been realized, and he is proud, too, that the fourth of the jungle kings fell before the rifle of his son Kermit, who, however, took three shots to kill his quarry.	[846, 1944, 1030, 2061]
section-heading: Coal Committees Sign Agreement.	[856, 2133, 1020, 2144]
anecdote-paragraph: "Oh, don't worry, darling," he laughed. "I am only showing my sentiment."	[645, 1952, 829, 1990]
notice: COMMUNICATIONS.—When writing to us to renew your subscription or to discontinue your paper, you should give your name and address in full otherwise we cannot find your name on our books.	[41, 854, 225, 896]
editorial-paragraph: President Roosevelt is having a "bully time" in Africa over yonder, "Africa" over here is having a "bully time" during his absence from the White House. Even the soldiers of the "Black Battalion" are to be reinstated.	[242, 937, 426, 1029]
table-row: For two inches, six months 10.00	[41, 420, 225, 429]
